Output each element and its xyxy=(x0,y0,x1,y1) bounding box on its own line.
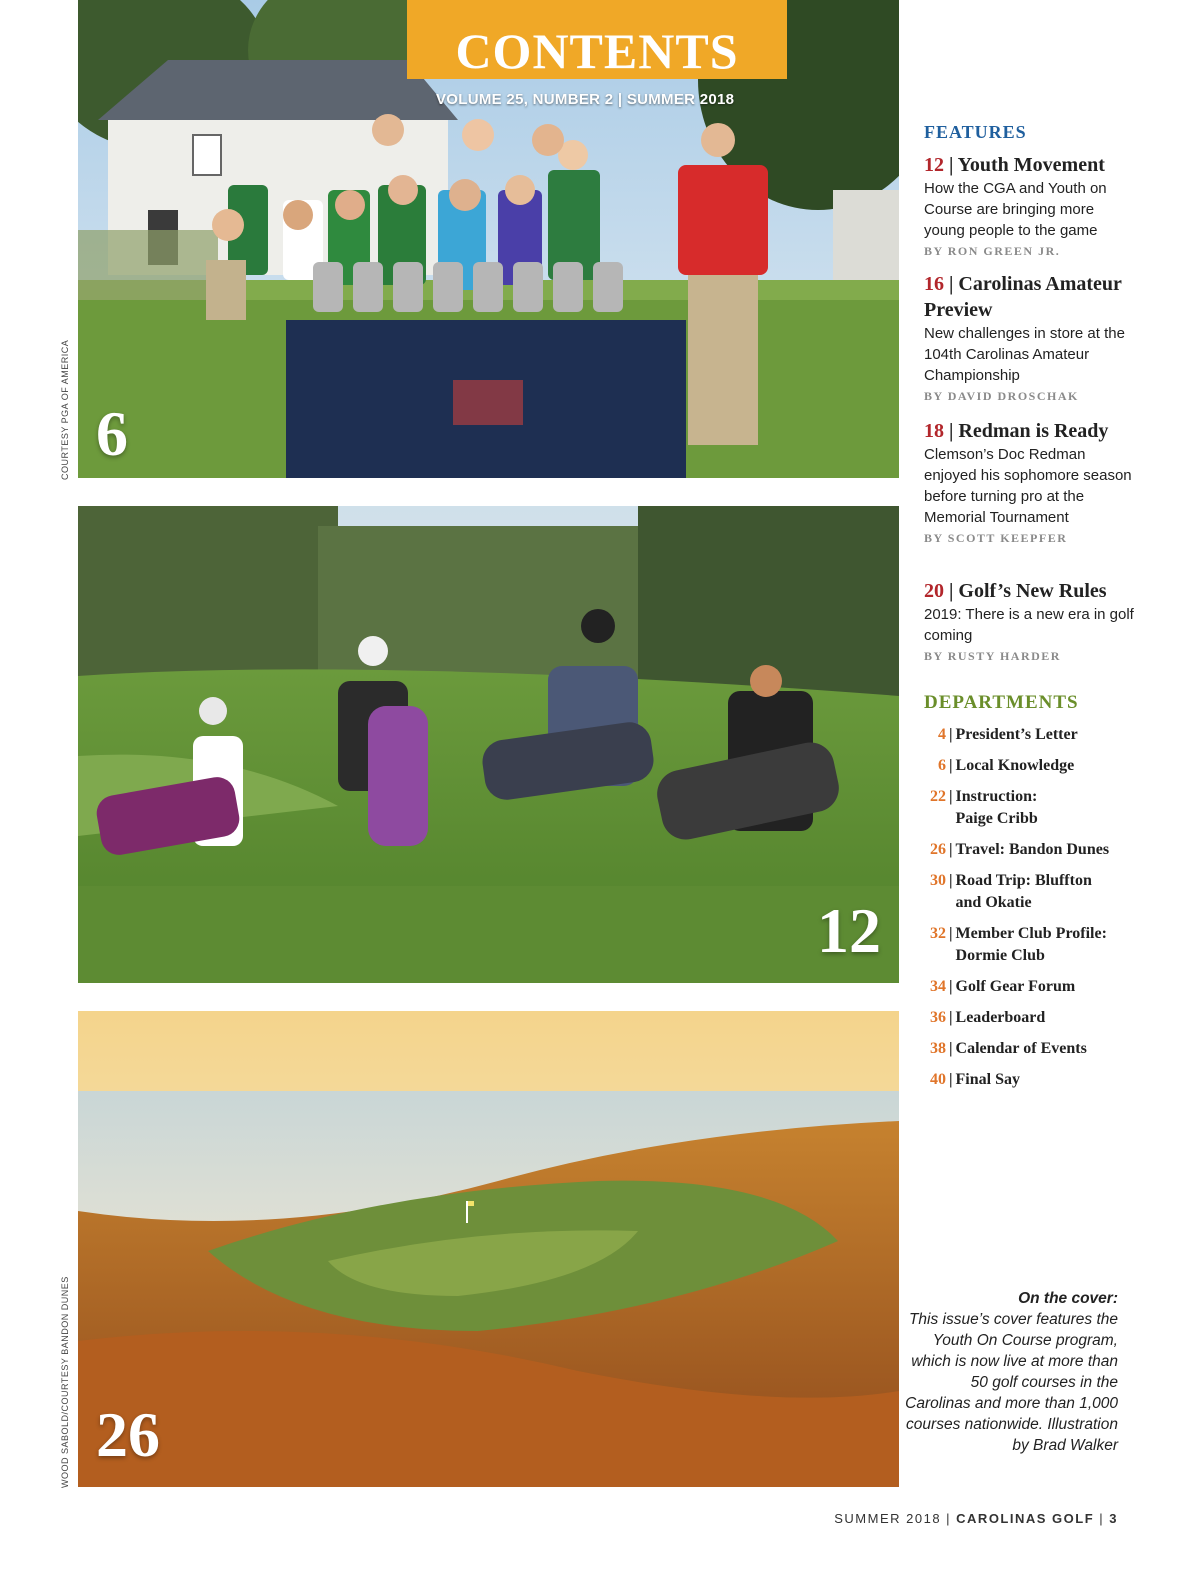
photo-bandon-dunes-image xyxy=(78,1011,899,1487)
cover-note xyxy=(905,1288,1118,1456)
feature-page-number: 18 xyxy=(924,420,944,442)
department-label: Calendar of Events xyxy=(955,1040,1087,1057)
feature-title: 16 | Carolinas Amateur Preview xyxy=(924,273,1122,321)
page-title: CONTENTS xyxy=(455,23,739,79)
cover-note-body: This issue’s cover features the Youth On Course program, which is now live at more than 50 golf courses in the Carolinas and more than 1,000 courses nationwide. Illustration by Brad Walker xyxy=(905,1311,1118,1454)
feature-entry[interactable] xyxy=(924,271,1134,405)
feature-title: 18 | Redman is Ready xyxy=(924,420,1109,442)
department-label: Road Trip: Bluffton and Okatie xyxy=(955,872,1092,911)
feature-title-text: Youth Movement xyxy=(957,154,1105,176)
department-label: Final Say xyxy=(955,1071,1020,1088)
page-footer: SUMMER 2018 | CAROLINAS GOLF | 3 xyxy=(834,1511,1118,1526)
photo-bandon-dunes xyxy=(78,1011,899,1487)
department-page-number: 38 xyxy=(930,1040,946,1057)
department-label: Member Club Profile: Dormie Club xyxy=(955,925,1107,964)
department-label: President’s Letter xyxy=(955,726,1078,743)
feature-description: How the CGA and Youth on Course are bringing more young people to the game xyxy=(924,180,1107,239)
feature-title: 20 | Golf’s New Rules xyxy=(924,580,1107,602)
feature-title-text: Golf’s New Rules xyxy=(958,580,1107,602)
department-page-number: 22 xyxy=(930,788,946,805)
department-entry[interactable]: 36 | Leaderboard xyxy=(924,1007,1164,1029)
department-page-number: 40 xyxy=(930,1071,946,1088)
feature-title-text: Redman is Ready xyxy=(958,420,1109,442)
feature-page-number: 20 xyxy=(924,580,944,602)
photo-credit: COURTESY PGA OF AMERICA xyxy=(60,339,70,480)
feature-entry[interactable] xyxy=(924,152,1134,260)
feature-page-number: 12 xyxy=(924,154,944,176)
photo-juniors-walking-image xyxy=(78,506,899,983)
feature-page-number: 16 xyxy=(924,273,944,295)
feature-description: 2019: There is a new era in golf coming xyxy=(924,606,1134,644)
department-page-number: 36 xyxy=(930,1009,946,1026)
footer-issue: SUMMER 2018 xyxy=(834,1511,942,1526)
department-page-number: 34 xyxy=(930,978,946,995)
photo-juniors-walking xyxy=(78,506,899,983)
feature-description: Clemson’s Doc Redman enjoyed his sophomore season before turning pro at the Memorial Tournament xyxy=(924,446,1132,526)
page-number-label: 12 xyxy=(817,895,881,966)
department-entry[interactable]: 40 | Final Say xyxy=(924,1069,1164,1091)
department-page-number: 30 xyxy=(930,872,946,889)
department-entry[interactable]: 30 | Road Trip: Bluffton and Okatie xyxy=(924,870,1164,914)
department-page-number: 6 xyxy=(938,757,946,774)
department-label: Instruction: Paige Cribb xyxy=(955,788,1038,827)
department-entry[interactable]: 38 | Calendar of Events xyxy=(924,1038,1164,1060)
volume-issue-line: VOLUME 25, NUMBER 2 | SUMMER 2018 xyxy=(436,91,735,108)
department-label: Travel: Bandon Dunes xyxy=(955,841,1110,858)
feature-description: New challenges in store at the 104th Carolinas Amateur Championship xyxy=(924,325,1125,384)
departments-heading: DEPARTMENTS xyxy=(924,692,1079,713)
department-label: Local Knowledge xyxy=(955,757,1075,774)
cover-note-heading: On the cover: xyxy=(1018,1290,1118,1307)
feature-entry[interactable] xyxy=(924,418,1134,547)
department-entry[interactable]: 6 | Local Knowledge xyxy=(924,755,1164,777)
department-label: Leaderboard xyxy=(955,1009,1046,1026)
footer-magazine: CAROLINAS GOLF xyxy=(956,1511,1095,1526)
feature-byline: BY RUSTY HARDER xyxy=(924,649,1061,663)
department-entry[interactable]: 4 | President’s Letter xyxy=(924,724,1164,746)
page-number-label: 6 xyxy=(96,398,128,469)
photo-credit: WOOD SABOLD/COURTESY BANDON DUNES xyxy=(60,1276,70,1488)
department-entry[interactable]: 32 | Member Club Profile: Dormie Club xyxy=(924,923,1164,967)
department-page-number: 4 xyxy=(938,726,946,743)
page-number-label: 26 xyxy=(96,1399,160,1470)
footer-page-number: 3 xyxy=(1109,1511,1118,1526)
feature-byline: BY DAVID DROSCHAK xyxy=(924,389,1079,403)
department-page-number: 26 xyxy=(930,841,946,858)
feature-title-text: Carolinas Amateur Preview xyxy=(924,273,1122,321)
feature-byline: BY SCOTT KEEPFER xyxy=(924,531,1068,545)
department-page-number: 32 xyxy=(930,925,946,942)
department-entry[interactable]: 22 | Instruction: Paige Cribb xyxy=(924,786,1164,830)
feature-byline: BY RON GREEN JR. xyxy=(924,244,1061,258)
department-entry[interactable]: 26 | Travel: Bandon Dunes xyxy=(924,839,1164,861)
feature-title: 12 | Youth Movement xyxy=(924,154,1105,176)
department-label: Golf Gear Forum xyxy=(955,978,1076,995)
department-entry[interactable]: 34 | Golf Gear Forum xyxy=(924,976,1164,998)
contents-title-block xyxy=(407,0,787,79)
features-heading: FEATURES xyxy=(924,122,1027,142)
feature-entry[interactable] xyxy=(924,578,1134,665)
